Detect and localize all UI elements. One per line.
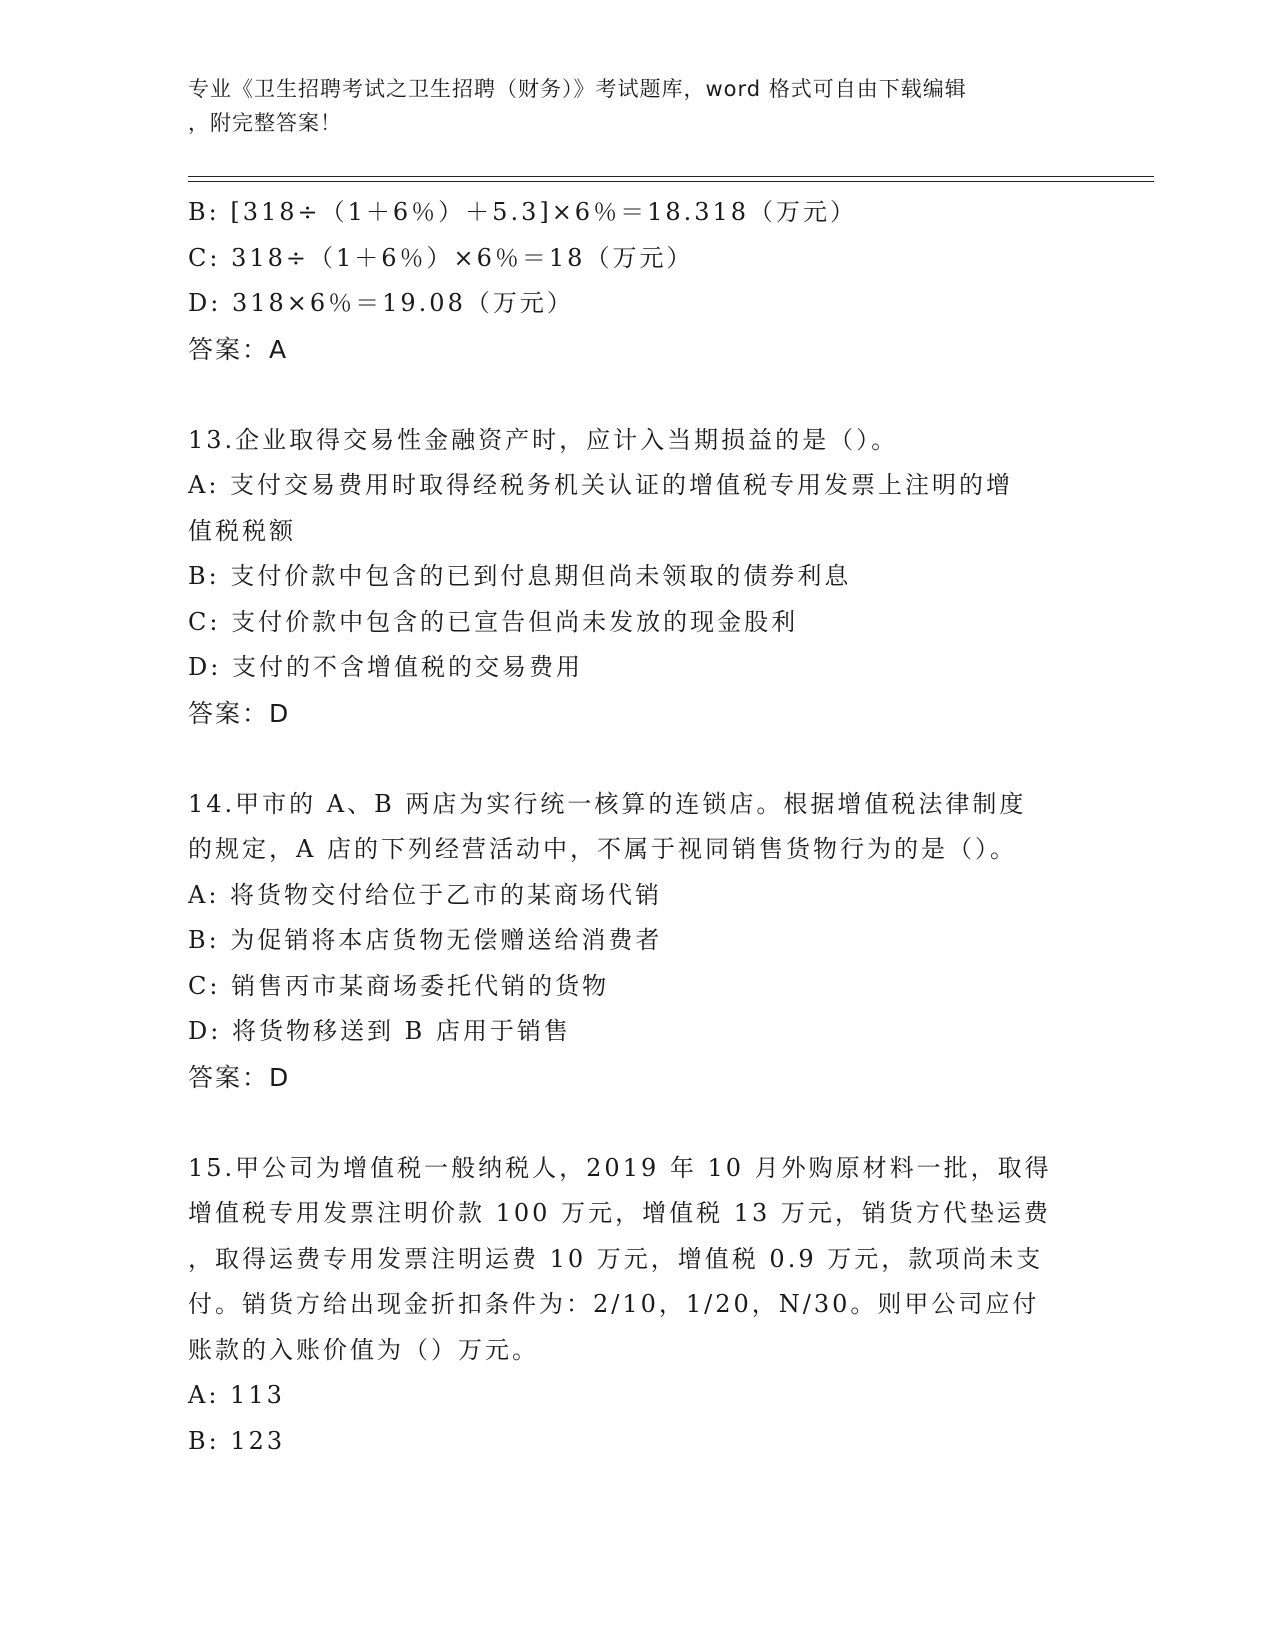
- question-stem-continued: ，取得运费专用发票注明运费 10 万元，增值税 0.9 万元，款项尚未支: [188, 1244, 1044, 1273]
- spacer: [188, 1100, 1088, 1146]
- option-a-continued: 值税税额: [188, 516, 296, 545]
- question-stem-continued: 的规定，A 店的下列经营活动中，不属于视同销售货物行为的是（）。: [188, 835, 1017, 863]
- question-stem-continued: 增值税专用发票注明价款 100 万元，增值税 13 万元，销货方代垫运费: [188, 1199, 1051, 1227]
- option-b: B: 支付价款中包含的已到付息期但尚未领取的债券利息: [188, 562, 852, 590]
- question-stem: 13.企业取得交易性金融资产时，应计入当期损益的是（）。: [188, 425, 899, 454]
- option-a: A: 支付交易费用时取得经税务机关认证的增值税专用发票上注明的增: [188, 471, 1014, 499]
- question-15: [188, 1146, 1088, 1465]
- header-line-2: ，附完整答案！: [188, 111, 342, 135]
- question-12: [188, 190, 1088, 372]
- option-d: D: 将货物移送到 B 店用于销售: [188, 1017, 571, 1045]
- option-a: A: 113: [188, 1381, 285, 1409]
- option-b: B: [318÷（1＋6％）＋5.3]×6％＝18.318（万元）: [188, 198, 858, 226]
- answer-label: 答案：D: [188, 1062, 291, 1092]
- spacer: [188, 736, 1088, 782]
- question-stem-continued: 付。销货方给出现金折扣条件为：2/10，1/20，N/30。则甲公司应付: [188, 1290, 1040, 1318]
- answer-label: 答案：A: [188, 334, 289, 364]
- question-list: [188, 190, 1088, 1464]
- option-b: B: 123: [188, 1426, 286, 1455]
- header-divider: [188, 176, 1154, 182]
- question-stem-continued: 账款的入账价值为（）万元。: [188, 1335, 539, 1364]
- question-stem: 15.甲公司为增值税一般纳税人，2019 年 10 月外购原材料一批，取得: [188, 1153, 1052, 1182]
- header-line-1: 专业《卫生招聘考试之卫生招聘（财务）》考试题库，word 格式可自由下载编辑: [188, 77, 967, 101]
- option-b: B: 为促销将本店货物无偿赠送给消费者: [188, 926, 663, 954]
- option-d: D: 支付的不含增值税的交易费用: [188, 653, 583, 681]
- option-c: C: 销售丙市某商场委托代销的货物: [188, 971, 610, 1000]
- spacer: [188, 372, 1088, 418]
- document-header: [188, 72, 1088, 140]
- answer-label: 答案：D: [188, 698, 291, 728]
- option-c: C: 支付价款中包含的已宣告但尚未发放的现金股利: [188, 607, 799, 636]
- option-c: C: 318÷（1＋6％）×6％＝18（万元）: [188, 243, 694, 272]
- question-14: [188, 782, 1088, 1101]
- question-stem: 14.甲市的 A、B 两店为实行统一核算的连锁店。根据增值税法律制度: [188, 789, 1027, 818]
- question-13: [188, 418, 1088, 737]
- option-a: A: 将货物交付给位于乙市的某商场代销: [188, 880, 663, 909]
- option-d: D: 318×6％＝19.08（万元）: [188, 289, 574, 317]
